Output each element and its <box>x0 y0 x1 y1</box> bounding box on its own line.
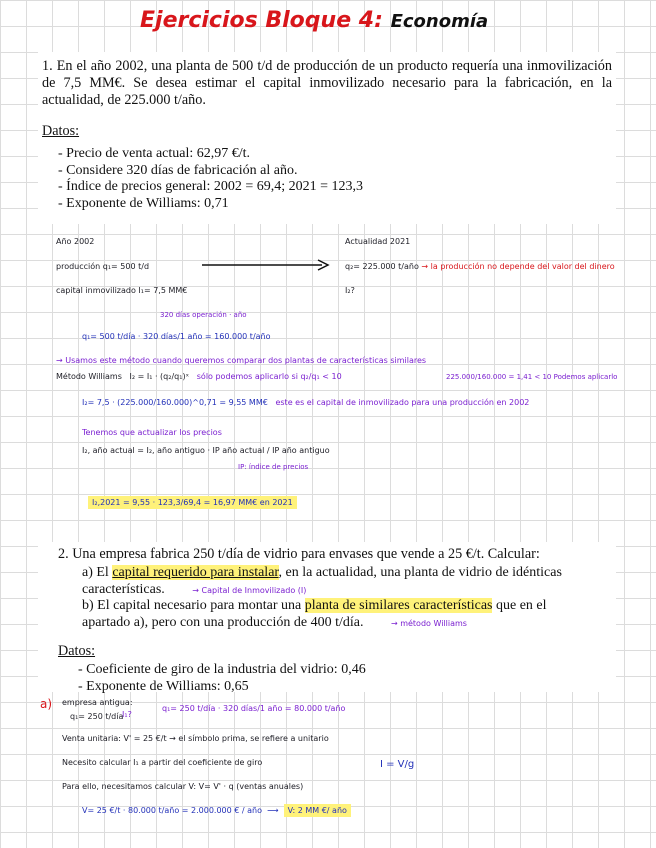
datos-item: - Considere 320 días de fabricación al año. <box>58 162 298 178</box>
exercise-1-datos-list <box>38 146 616 212</box>
annotation-a: → Capital de Inmovilizado (I) <box>192 585 307 595</box>
exercise-2-datos-label: Datos: <box>58 643 96 659</box>
note-final-result: I₂,2021 = 9,55 · 123,3/69,4 = 16,97 MM€ en 2021 <box>88 498 297 508</box>
exercise-1-block <box>38 52 616 224</box>
note-venta: Venta unitaria: V' = 25 €/t → el símbolo prima, se refiere a unitario <box>62 734 329 743</box>
note-capital: capital inmovilizado I₁= 7,5 MM€ <box>56 286 188 295</box>
note-ventas-calc: V= 25 €/t · 80.000 t/año = 2.000.000 € / año ⟶ V: 2 MM €/ año <box>82 806 351 816</box>
note-year-left: Año 2002 <box>56 237 95 246</box>
note-a-marker: a) <box>40 697 53 711</box>
datos-item: - Coeficiente de giro de la industria del vidrio: 0,46 <box>78 662 366 677</box>
note-williams-reason: → Usamos este método cuando queremos comparar dos plantas de características similares <box>56 356 427 365</box>
note-ratio-check: 225.000/160.000 = 1,41 < 10 Podemos aplicarlo <box>446 373 618 381</box>
exercise-2-parts <box>38 565 616 631</box>
note-i1: I₁? <box>122 710 132 719</box>
note-williams-result: I₂= 7,5 · (225.000/160.000)^0,71 = 9,55 MM€ este es el capital de inmovilizado para una producción en 2002 <box>82 398 530 407</box>
title-suffix: Economía <box>390 11 489 32</box>
datos-item: - Índice de precios general: 2002 = 69,4; 2021 = 123,3 <box>58 179 364 194</box>
exercise-2-statement: 2. Una empresa fabrica 250 t/día de vidrio para envases que vende a 25 €/t. Calcular: <box>58 546 540 562</box>
part-b: b) El capital necesario para montar una planta de similares características que en el apartado a), pero con una producción de 400 t/día. → método Williams <box>82 598 547 630</box>
note-dias: 320 días operación · año <box>160 311 247 319</box>
note-williams-line: Método Williams I₂ = I₁ · (q₂/q₁)ˣ sólo podemos aplicarlo si q₂/q₁ < 10 <box>56 372 342 381</box>
note-update: Tenemos que actualizar los precios <box>82 428 222 437</box>
arrow-icon <box>200 259 332 271</box>
page-title <box>140 8 488 33</box>
datos-item: - Exponente de Williams: 0,71 <box>58 195 229 211</box>
note-year-right: Actualidad 2021 <box>345 237 411 246</box>
note-giro: Necesito calcular I₁ a partir del coeficiente de giro <box>62 758 263 767</box>
exercise-2-datos-list <box>38 662 616 695</box>
note-conversion: q₁= 500 t/día · 320 días/1 año = 160.000 t/año <box>82 332 271 341</box>
note-produccion: producción q₁= 500 t/d <box>56 262 150 271</box>
annotation-b: → método Williams <box>390 618 467 628</box>
part-a: a) El capital requerido para instalar, en la actualidad, una planta de vidrio de idénticas características. → Capital de Inmovilizado (I) <box>82 565 562 597</box>
exercise-1-datos-label: Datos: <box>42 123 80 139</box>
note-q1-year: q₁= 250 t/día · 320 días/1 año = 80.000 t/año <box>162 704 346 713</box>
note-empresa: empresa antigua: <box>62 698 133 707</box>
exercise-1-statement: 1. En el año 2002, una planta de 500 t/d de producción de un producto requería una inmovilización de 7,5 MM€. Se desea estimar el capital inmovilizado necesario para la fabricación, en la actualidad, de 225.000 t/año. <box>42 58 612 108</box>
note-giro-formula: I = V/g <box>380 759 415 770</box>
note-q1: q₁= 250 t/día <box>70 712 124 721</box>
title-main: Ejercicios Bloque 4: <box>140 8 383 33</box>
datos-item: - Exponente de Williams: 0,65 <box>78 678 249 694</box>
note-capital-right: I₂? <box>345 286 355 295</box>
note-update-formula: I₂, año actual = I₂, año antiguo · IP año actual / IP año antiguo <box>82 446 330 455</box>
note-produccion-right: q₂= 225.000 t/año → la producción no depende del valor del dinero <box>345 262 615 271</box>
exercise-2-block <box>38 542 616 692</box>
note-ip: IP: índice de precios <box>238 463 309 471</box>
note-ventas: Para ello, necesitamos calcular V: V= V' · q (ventas anuales) <box>62 782 304 791</box>
datos-item: - Precio de venta actual: 62,97 €/t. <box>58 146 251 161</box>
